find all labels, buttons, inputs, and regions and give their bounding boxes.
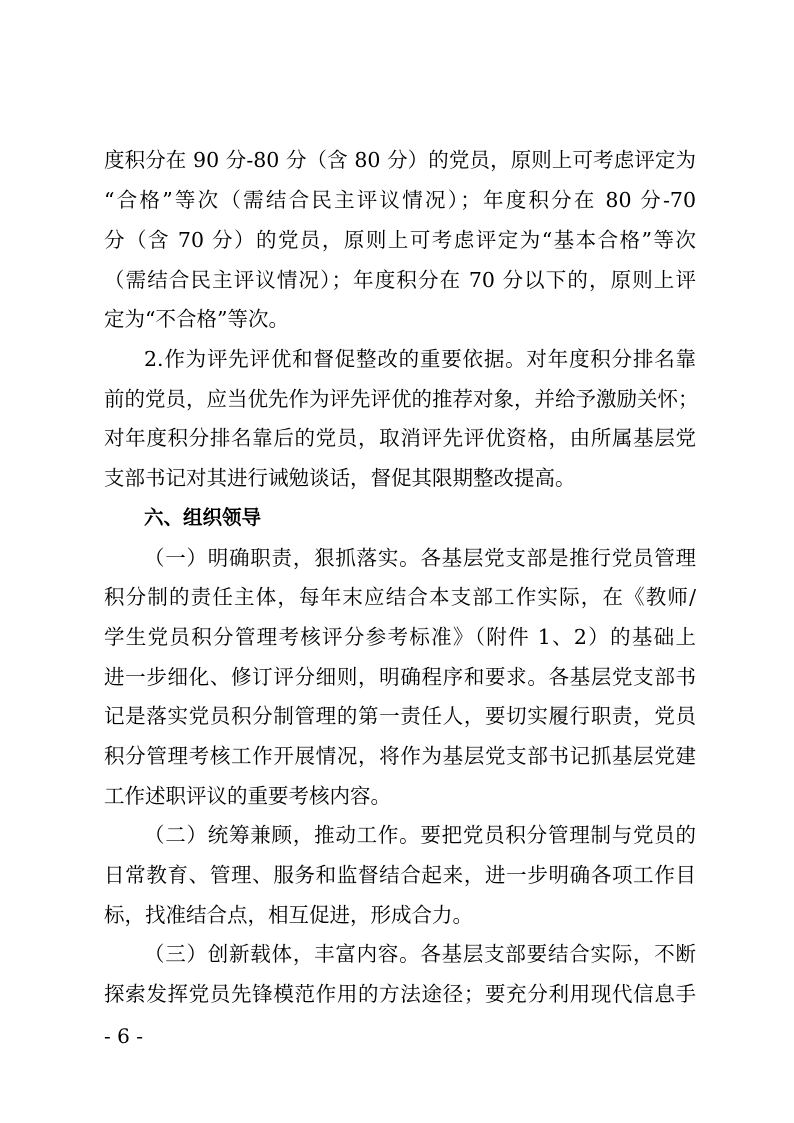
text-line: 日常教育、管理、服务和监督结合起来，进一步明确各项工作目 [104,863,696,887]
text-line: 对年度积分排名靠后的党员，取消评先评优资格，由所属基层党 [104,426,696,450]
text-line: “合格”等次（需结合民主评议情况）；年度积分在 80 分-70 [104,188,696,212]
text-line: 度积分在 90 分-80 分（含 80 分）的党员，原则上可考虑评定为 [104,148,696,172]
text-line: （一）明确职责，狠抓落实。各基层党支部是推行党员管理 [144,546,696,570]
page-number: - 6 - [104,1024,143,1048]
text-line: （需结合民主评议情况）；年度积分在 70 分以下的，原则上评 [104,268,696,292]
text-line: 探索发挥党员先锋模范作用的方法途径；要充分利用现代信息手 [104,982,696,1006]
text-line: 积分制的责任主体，每年末应结合本支部工作实际，在《教师/ [104,585,696,609]
text-line: 积分管理考核工作开展情况，将作为基层党支部书记抓基层党建 [104,744,696,768]
text-line: 标，找准结合点，相互促进，形成合力。 [104,903,473,927]
text-line: （二）统筹兼顾，推动工作。要把党员积分管理制与党员的 [144,823,696,847]
text-line: 记是落实党员积分制管理的第一责任人，要切实履行职责，党员 [104,704,696,728]
text-line: 学生党员积分管理考核评分参考标准》（附件 1、2）的基础上 [104,625,696,649]
text-line: 前的党员，应当优先作为评先评优的推荐对象，并给予激励关怀； [104,387,699,411]
text-line: 分（含 70 分）的党员，原则上可考虑评定为“基本合格”等次 [104,228,696,252]
text-line: 进一步细化、修订评分细则，明确程序和要求。各基层党支部书 [104,665,696,689]
text-line: 工作述职评议的重要考核内容。 [104,784,391,808]
text-line: （三）创新载体，丰富内容。各基层支部要结合实际，不断 [144,942,696,966]
text-line: 定为“不合格”等次。 [104,307,289,331]
section-heading: 六、组织领导 [144,506,262,529]
text-line: 支部书记对其进行诫勉谈话，督促其限期整改提高。 [104,466,576,490]
text-line: 2.作为评先评优和督促整改的重要依据。对年度积分排名靠 [144,347,696,371]
